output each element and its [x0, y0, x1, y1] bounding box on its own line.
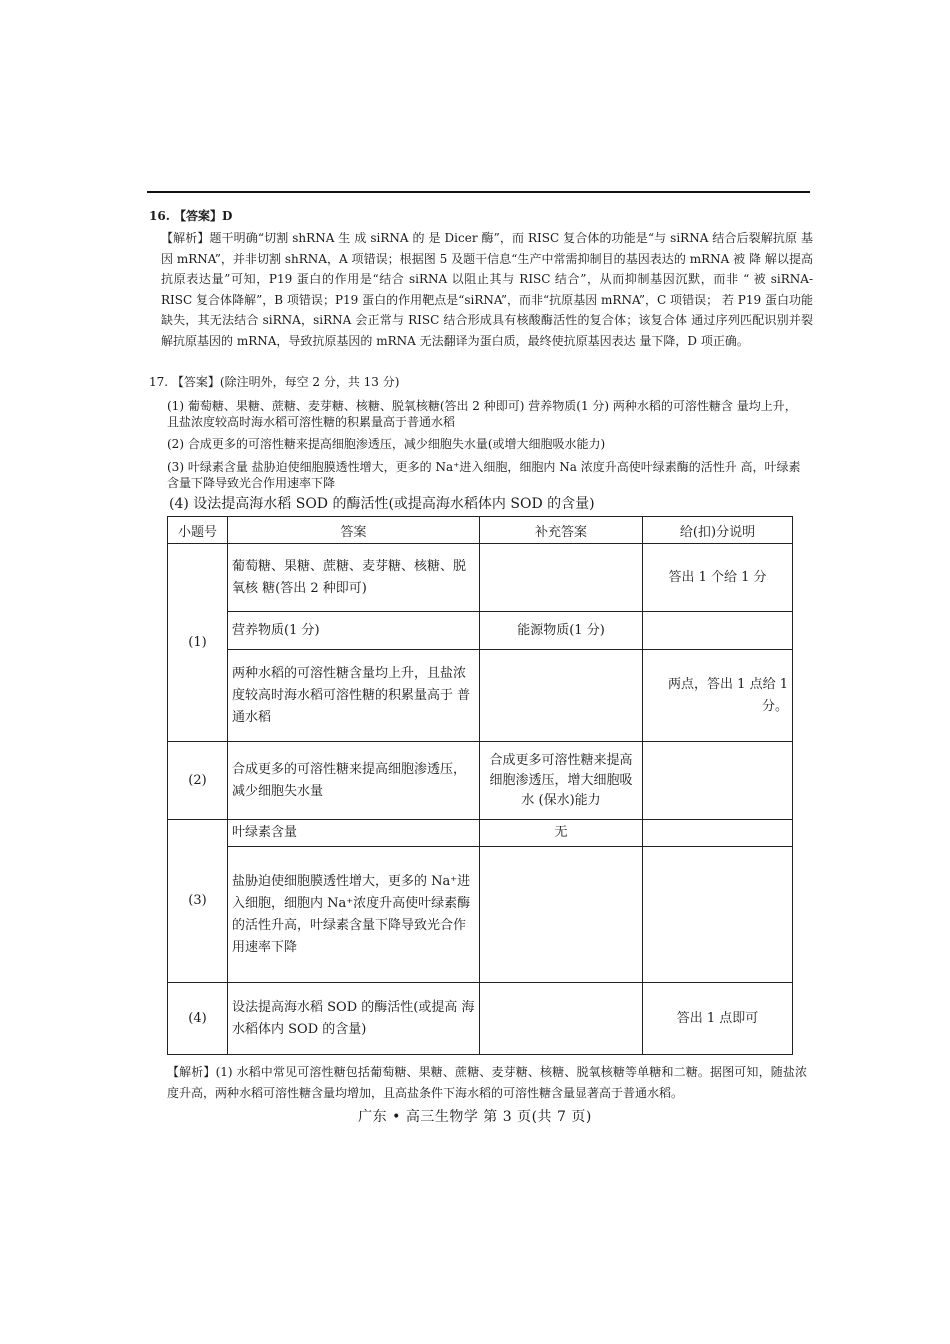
supplement-cell: 无 [480, 820, 643, 847]
note-cell: 两点，答出 1 点给 1 分。 [643, 650, 793, 742]
answer-cell: 营养物质(1 分) [228, 612, 480, 650]
answer-cell: 设法提高海水稻 SOD 的酶活性(或提高 海水稻体内 SOD 的含量) [228, 983, 480, 1055]
header-rule [147, 191, 810, 193]
answer-cell: 两种水稻的可溶性糖含量均上升，且盐浓 度较高时海水稻可溶性糖的积累量高于 普通水稻 [228, 650, 480, 742]
table-row [168, 742, 793, 820]
supplement-cell [480, 847, 643, 983]
table-row [168, 650, 793, 742]
q17-part3: (3) 叶绿素含量 盐胁迫使细胞膜透性增大，更多的 Na⁺进入细胞，细胞内 Na 浓度升高使叶绿素酶的活性升 高，叶绿素含量下降导致光合作用速率下降 [167, 460, 801, 490]
q17-answer: 17. 【答案】(除注明外，每空 2 分，共 13 分) [149, 375, 400, 389]
question-number: (3) [168, 820, 228, 983]
answer-cell: 叶绿素含量 [228, 820, 480, 847]
answer-cell: 合成更多的可溶性糖来提高细胞渗透压， 减少细胞失水量 [228, 742, 480, 820]
q17-analysis: 【解析】(1) 水稻中常见可溶性糖包括葡萄糖、果糖、蔗糖、麦芽糖、核糖、脱氧核糖等单糖和二糖。据图可知，随盐浓度升高，两种水稻可溶性糖含量均增加，且高盐条件下海水稻的可溶性糖含量显著高于普通水稻。 [167, 1065, 807, 1100]
q17-part4: (4) 设法提高海水稻 SOD 的酶活性(或提高海水稻体内 SOD 的含量) [169, 496, 595, 512]
supplement-cell [480, 650, 643, 742]
table-row [168, 544, 793, 612]
q17-part2: (2) 合成更多的可溶性糖来提高细胞渗透压，减少细胞失水量(或增大细胞吸水能力) [167, 437, 606, 451]
q16-analysis: 【解析】题干明确“切割 shRNA 生 成 siRNA 的 是 Dicer 酶”，而 RISC 复合体的功能是“与 siRNA 结合后裂解抗原 基 因 mRNA”，并非切割 shRNA，A 项错误；根据图 5 及题干信息“生产中常需抑制目的基因表达的 mRNA 被 降 解以提高抗原表达量”可知，P19 蛋白的作用是“结合 siRNA 以阻止其与 RISC 结合”，从而抑制基因沉默，而非 “ 被 siRNA-RISC 复合体降解”，B 项错误；P19 蛋白的作用靶点是“siRNA”，而非“抗原基因 mRNA”，C 项错误； 若 P19 蛋白功能缺失，其无法结合 siRNA，siRNA 会正常与 RISC 结合形成具有核酸酶活性的复合体；该复合体 通过序列匹配识别并裂解抗原基因的 mRNA，导致抗原基因的 mRNA 无法翻译为蛋白质，最终使抗原基因表达 量下降，D 项正确。 [161, 231, 813, 348]
question-number: (2) [168, 742, 228, 820]
supplement-cell: 能源物质(1 分) [480, 612, 643, 650]
header-supplement: 补充答案 [480, 517, 643, 544]
scoring-table [167, 516, 793, 1055]
q16-answer: 16. 【答案】D [149, 209, 233, 223]
header-answer: 答案 [228, 517, 480, 544]
table-row [168, 847, 793, 983]
table-row [168, 612, 793, 650]
note-cell: 答出 1 点即可 [643, 983, 793, 1055]
page-footer: 广东 • 高三生物学 第 3 页(共 7 页) [358, 1109, 592, 1125]
note-cell [643, 820, 793, 847]
answer-cell: 盐胁迫使细胞膜透性增大，更多的 Na⁺进 入细胞，细胞内 Na⁺浓度升高使叶绿素酶 的活性升高，叶绿素含量下降导致光合作 用速率下降 [228, 847, 480, 983]
question-number: (1) [168, 544, 228, 742]
table-header-row [168, 517, 793, 544]
table-row [168, 820, 793, 847]
note-cell [643, 847, 793, 983]
header-question-no: 小题号 [168, 517, 228, 544]
supplement-cell [480, 544, 643, 612]
note-cell [643, 612, 793, 650]
note-cell [643, 742, 793, 820]
q17-part1: (1) 葡萄糖、果糖、蔗糖、麦芽糖、核糖、脱氧核糖(答出 2 种即可) 营养物质(1 分) 两种水稻的可溶性糖含 量均上升，且盐浓度较高时海水稻可溶性糖的积累量高于普通水稻 [167, 399, 797, 429]
question-number: (4) [168, 983, 228, 1055]
answer-cell: 葡萄糖、果糖、蔗糖、麦芽糖、核糖、脱氧核 糖(答出 2 种即可) [228, 544, 480, 612]
note-cell: 答出 1 个给 1 分 [643, 544, 793, 612]
header-scoring-note: 给(扣)分说明 [643, 517, 793, 544]
supplement-cell: 合成更多可溶性糖来提高细胞渗透压，增大细胞吸水 (保水)能力 [480, 742, 643, 820]
supplement-cell [480, 983, 643, 1055]
table-row [168, 983, 793, 1055]
